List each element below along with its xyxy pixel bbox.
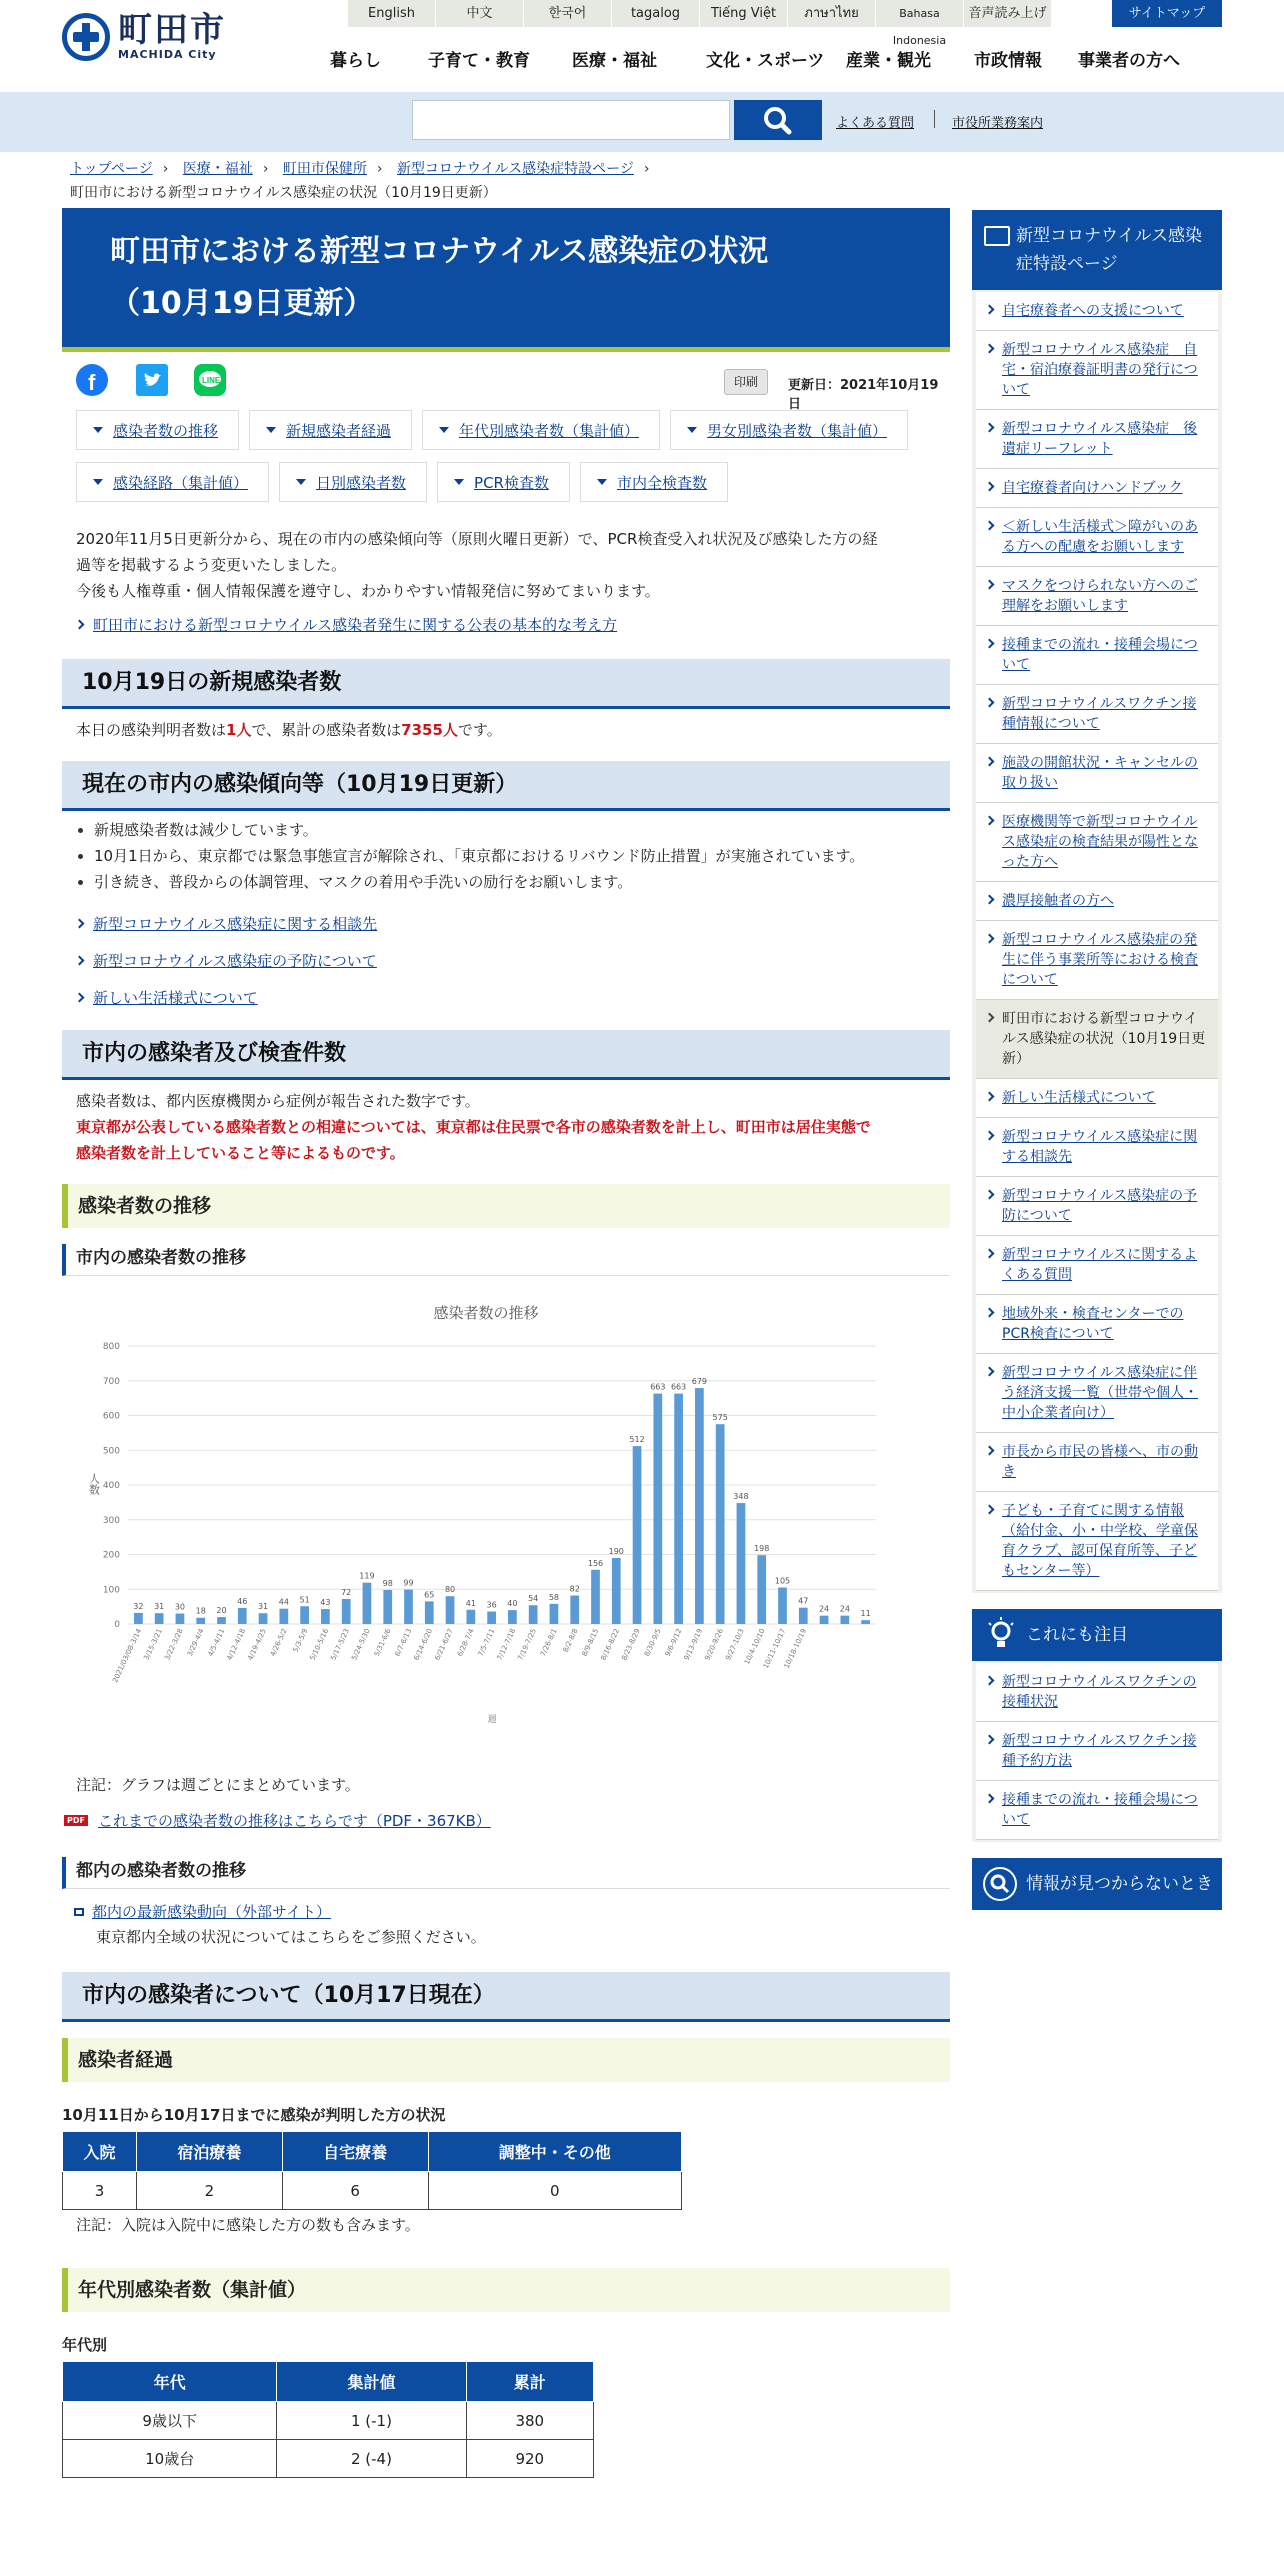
bar xyxy=(757,1555,766,1624)
x-tick-label: 9/6-9/12 xyxy=(663,1627,684,1658)
triangle-down-icon xyxy=(439,427,449,433)
featured-heading: これにも注目 xyxy=(972,1609,1222,1661)
pdf-icon: PDF xyxy=(64,1815,88,1826)
sidebar-item[interactable]: 子ども・子育てに関する情報（給付金、小・中学校、学童保育クラブ、認可保育所等、子どもセンター等） xyxy=(976,1492,1218,1591)
trend-heading: 現在の市内の感染傾向等（10月19日更新） xyxy=(62,761,950,811)
bar xyxy=(363,1583,372,1624)
lang-tagalog[interactable]: tagalog xyxy=(612,0,700,27)
sidebar-item[interactable]: 新型コロナウイルス感染症の予防について xyxy=(976,1177,1218,1236)
bar xyxy=(466,1610,475,1624)
gnav-city-info[interactable]: 市政情報 xyxy=(974,51,1042,71)
data-label: 24 xyxy=(839,1604,850,1614)
chevron-right-icon xyxy=(75,993,85,1003)
search-button[interactable] xyxy=(734,100,822,140)
global-nav xyxy=(310,46,1192,71)
x-tick-label: 8/2-8/8 xyxy=(561,1627,580,1654)
data-label: 98 xyxy=(382,1578,393,1588)
data-label: 663 xyxy=(650,1382,666,1392)
chevron-right-icon xyxy=(75,620,85,630)
cases-trend-h3: 感染者数の推移 xyxy=(62,1184,950,1228)
search-icon xyxy=(734,100,822,140)
tab-by-gender[interactable]: 男女別感染者数（集計値） xyxy=(670,410,908,450)
x-tick-label: 4/12-4/18 xyxy=(225,1627,248,1662)
x-tick-label: 5/17-5/23 xyxy=(329,1627,351,1662)
data-label: 40 xyxy=(507,1599,518,1609)
bar xyxy=(695,1388,704,1624)
data-label: 156 xyxy=(587,1558,604,1568)
site-name-en: MACHIDA City xyxy=(118,48,217,61)
city-cases-h4: 市内の感染者数の推移 xyxy=(62,1244,950,1276)
bar xyxy=(674,1394,683,1624)
updated-date: 更新日：2021年10月19日 xyxy=(788,378,939,412)
pdf-link[interactable]: PDF これまでの感染者数の推移はこちらです（PDF・367KB） xyxy=(64,1810,950,1831)
data-label: 190 xyxy=(608,1546,624,1556)
x-tick-label: 7/12-7/18 xyxy=(495,1627,518,1662)
triangle-down-icon xyxy=(93,427,103,433)
tab-trend[interactable]: 感染者数の推移 xyxy=(76,410,239,450)
featured-list xyxy=(972,1661,1222,1842)
bar xyxy=(570,1596,579,1624)
sidebar-item[interactable]: 自宅療養者への支援について xyxy=(976,292,1218,331)
x-tick-label: 5/31-6/6 xyxy=(372,1627,393,1658)
lang-english[interactable]: English xyxy=(348,0,436,27)
bar xyxy=(279,1609,288,1624)
data-label: 31 xyxy=(257,1602,269,1612)
bar xyxy=(155,1613,164,1624)
header xyxy=(0,0,1284,92)
trend-list xyxy=(62,817,950,895)
bar xyxy=(550,1604,559,1624)
breadcrumb-current: 町田市における新型コロナウイルス感染症の状況（10月19日更新） xyxy=(70,185,497,201)
tokyo-link[interactable]: 都内の最新感染動向（外部サイト） xyxy=(74,1901,950,1922)
y-tick-label: 400 xyxy=(102,1481,120,1491)
age-h3: 年代別感染者数（集計値） xyxy=(62,2268,950,2312)
data-label: 47 xyxy=(798,1596,809,1606)
y-tick-label: 200 xyxy=(102,1550,120,1561)
x-tick-label: 8/9-8/15 xyxy=(580,1627,601,1658)
bar xyxy=(259,1613,268,1624)
bar xyxy=(591,1570,600,1624)
tab-by-age[interactable]: 年代別感染者数（集計値） xyxy=(422,410,660,450)
language-bar xyxy=(348,0,1052,47)
data-label: 36 xyxy=(486,1600,497,1610)
lightbulb-icon xyxy=(986,1617,1016,1653)
x-tick-label: 4/26-5/2 xyxy=(268,1627,289,1658)
faq-link[interactable]: よくある質問 xyxy=(836,116,915,131)
tab-daily[interactable]: 日別感染者数 xyxy=(279,462,427,502)
bar xyxy=(196,1618,205,1624)
gnav-business[interactable]: 事業者の方へ xyxy=(1078,51,1180,71)
page-title: 町田市における新型コロナウイルス感染症の状況 （10月19日更新） xyxy=(110,234,769,321)
new-lifestyle-link[interactable]: 新しい生活様式について xyxy=(76,987,950,1008)
table-row: 9歳以下 1 (-1) 380 xyxy=(63,2402,594,2440)
bar xyxy=(529,1605,538,1624)
svg-text:f: f xyxy=(88,370,96,395)
bar xyxy=(425,1601,434,1624)
x-tick-label: 9/20-9/26 xyxy=(703,1627,725,1662)
gnav-living[interactable]: 暮らし xyxy=(330,51,381,71)
data-label: 51 xyxy=(299,1595,310,1605)
sidebar-item[interactable]: 濃厚接触者の方へ xyxy=(976,882,1218,921)
page-title-box xyxy=(62,208,950,352)
bar xyxy=(300,1606,309,1624)
cases-red-note-1: 東京都が公表している感染者数との相違については、東京都は住民票で各市の感染者数を計上し、町田市は居住実態で xyxy=(76,1118,871,1136)
x-tick-label: 8/16-8/22 xyxy=(599,1627,622,1662)
x-tick-label: 3/15-3/21 xyxy=(142,1627,164,1662)
consult-link[interactable]: 新型コロナウイルス感染症に関する相談先 xyxy=(76,913,950,934)
y-axis-label: 人数 xyxy=(87,1473,101,1495)
cases-chart-svg xyxy=(76,1294,896,1764)
x-tick-label: 8/30-9/5 xyxy=(642,1627,663,1658)
search-input[interactable] xyxy=(412,100,730,140)
tokyo-note: 東京都内全域の状況についてはこちらをご参照ください。 xyxy=(96,1928,486,1946)
bar xyxy=(342,1599,351,1624)
y-tick-label: 700 xyxy=(102,1376,120,1387)
x-tick-label: 6/21-6/27 xyxy=(433,1627,455,1662)
data-label: 44 xyxy=(278,1597,289,1607)
data-label: 99 xyxy=(403,1578,414,1588)
data-label: 679 xyxy=(691,1377,708,1387)
status-note: 注記：入院は入院中に感染した方の数も含みます。 xyxy=(76,2216,420,2234)
triangle-down-icon xyxy=(454,479,464,485)
table-cell: 0 xyxy=(428,2172,681,2210)
cases-heading: 市内の感染者及び検査件数 xyxy=(62,1030,950,1080)
x-tick-label: 5/10-5/16 xyxy=(308,1627,331,1662)
basic-policy-link[interactable]: 町田市における新型コロナウイルス感染者発生に関する公表の基本的な考え方 xyxy=(76,614,950,635)
x-tick-label: 10/11-10/17 xyxy=(761,1627,788,1670)
sidebar-item[interactable]: 地域外来・検査センターでのPCR検査について xyxy=(976,1295,1218,1354)
data-label: 575 xyxy=(712,1413,728,1423)
trend-item: 10月1日から、東京都では緊急事態宣言が解除され、「東京都におけるリバウンド防止措置」が実施されています。 xyxy=(76,843,950,869)
tab-progress[interactable]: 新規感染者経過 xyxy=(249,410,412,450)
cases-red-note-2: 感染者数を計上していること等によるものです。 xyxy=(76,1144,405,1162)
bar xyxy=(446,1596,455,1624)
bar xyxy=(176,1614,185,1624)
external-link-icon xyxy=(74,1908,84,1916)
bar xyxy=(820,1616,829,1624)
cases-chart xyxy=(76,1294,896,1764)
tab-route[interactable]: 感染経路（集計値） xyxy=(76,462,269,502)
chart-note: 注記：グラフは週ごとにまとめています。 xyxy=(76,1776,360,1794)
sidebar xyxy=(972,210,1222,1946)
x-tick-label: 7/26-8/1 xyxy=(539,1627,559,1658)
sidebar-item[interactable]: 新型コロナウイルス感染症に伴う経済支援一覧（世帯や個人・中小企業者向け） xyxy=(976,1354,1218,1433)
data-label: 11 xyxy=(860,1609,871,1619)
sidebar-item[interactable]: 町田市における新型コロナウイルス感染症の状況（10月19日更新） xyxy=(976,1000,1218,1079)
breadcrumb-health-center[interactable]: 町田市保健所 xyxy=(282,161,367,177)
bar xyxy=(487,1611,496,1624)
status-caption: 10月11日から10月17日までに感染が判明した方の状況 xyxy=(62,2106,446,2124)
x-axis-label: 週 xyxy=(487,1715,497,1725)
intro-text: 2020年11月5日更新分から、現在の市内の感染傾向等（原則火曜日更新）で、PCR検査受入れ状況及び感染した方の経 過等を掲載するよう変更いたしました。 今後も人権尊重・個人情報保護を遵守し、わかりやすい情報発信に努めてまいります。 xyxy=(76,530,878,600)
table-cell: 6 xyxy=(282,2172,428,2210)
bar xyxy=(778,1588,787,1624)
sidebar-item[interactable]: 市長から市民の皆様へ、市の動き xyxy=(976,1433,1218,1492)
lang-indonesian[interactable]: Bahasa Indonesia xyxy=(876,0,964,27)
data-label: 119 xyxy=(359,1571,375,1581)
search-band xyxy=(0,92,1284,152)
x-tick-label: 10/4-10/10 xyxy=(743,1627,767,1666)
print-button[interactable]: 印刷 xyxy=(724,369,768,395)
data-label: 512 xyxy=(629,1435,645,1445)
data-label: 20 xyxy=(216,1606,227,1616)
y-tick-label: 100 xyxy=(102,1585,120,1596)
main-content xyxy=(62,208,950,2478)
city-emblem-icon xyxy=(62,13,110,61)
trend-item: 引き続き、普段からの体調管理、マスクの着用や手洗いの励行をお願いします。 xyxy=(76,869,950,895)
tab-pcr[interactable]: PCR検査数 xyxy=(437,462,570,502)
gnav-industry[interactable]: 産業・観光 xyxy=(846,51,931,71)
data-label: 348 xyxy=(733,1492,749,1502)
data-label: 18 xyxy=(195,1606,206,1616)
x-tick-label: 9/27-10/3 xyxy=(724,1627,746,1662)
data-label: 80 xyxy=(444,1585,456,1595)
data-label: 31 xyxy=(154,1602,165,1612)
breadcrumb: トップページ › 医療・福祉 › 町田市保健所 › 新型コロナウイルス感染症特設ページ › xyxy=(70,161,650,177)
status-h3: 感染者経過 xyxy=(62,2038,950,2082)
new-cases-text: 本日の感染判明者数は1人で、累計の感染者数は7355人です。 xyxy=(76,721,502,739)
chevron-right-icon xyxy=(75,919,85,929)
lang-korean[interactable]: 한국어 xyxy=(524,0,612,27)
sidebar-list xyxy=(972,290,1222,1593)
x-tick-label: 5/3-5/9 xyxy=(291,1627,310,1654)
gnav-culture[interactable]: 文化・スポーツ xyxy=(706,51,825,71)
data-label: 46 xyxy=(237,1597,248,1607)
chevron-right-icon xyxy=(75,956,85,966)
triangle-down-icon xyxy=(93,479,103,485)
table-cell: 2 xyxy=(137,2172,283,2210)
x-tick-label: 9/13-9/19 xyxy=(682,1627,705,1662)
tab-all-tests[interactable]: 市内全検査数 xyxy=(580,462,728,502)
bar xyxy=(612,1558,621,1624)
sidebar-item[interactable]: 施設の開館状況・キャンセルの取り扱い xyxy=(976,744,1218,803)
y-tick-label: 500 xyxy=(102,1446,120,1457)
bar xyxy=(799,1608,808,1624)
status-table: 入院 宿泊療養 自宅療養 調整中・その他 3 2 6 0 xyxy=(62,2131,682,2210)
sitemap-button[interactable]: サイトマップ xyxy=(1112,0,1222,27)
data-label: 663 xyxy=(670,1382,687,1392)
age-table: 年代 集計値 累計 9歳以下 1 (-1) 380 10歳台 2 (-4) 920 xyxy=(62,2361,594,2478)
facebook-icon[interactable] xyxy=(76,364,108,396)
trend-item: 新規感染者数は減少しています。 xyxy=(76,817,950,843)
bar xyxy=(238,1608,247,1624)
breadcrumb-medical[interactable]: 医療・福祉 xyxy=(182,161,253,177)
data-label: 30 xyxy=(174,1602,186,1612)
data-label: 198 xyxy=(754,1544,770,1554)
breadcrumb-top[interactable]: トップページ xyxy=(70,161,153,177)
triangle-down-icon xyxy=(597,479,607,485)
bar xyxy=(404,1590,413,1624)
y-tick-label: 800 xyxy=(102,1342,120,1352)
data-label: 65 xyxy=(424,1590,435,1600)
lang-vietnamese[interactable]: Tiếng Việt xyxy=(700,0,788,27)
table-cell: 3 xyxy=(63,2172,137,2210)
data-label: 82 xyxy=(569,1584,580,1594)
featured-item[interactable]: 接種までの流れ・接種会場について xyxy=(976,1781,1218,1840)
x-tick-label: 10/18-10/19 xyxy=(782,1627,809,1670)
divider xyxy=(934,110,935,128)
bar xyxy=(716,1424,725,1624)
sidebar-item[interactable]: マスクをつけられない方へのご理解をお願いします xyxy=(976,567,1218,626)
bar xyxy=(217,1617,226,1624)
bar xyxy=(633,1446,642,1624)
triangle-down-icon xyxy=(296,479,306,485)
y-tick-label: 300 xyxy=(102,1515,120,1526)
share-bar xyxy=(62,352,950,410)
y-tick-label: 0 xyxy=(114,1620,120,1630)
status-heading: 市内の感染者について（10月17日現在） xyxy=(62,1972,950,2022)
bar xyxy=(383,1590,392,1624)
data-label: 72 xyxy=(341,1587,352,1597)
folder-icon xyxy=(984,226,1010,246)
x-tick-label: 4/5-4/11 xyxy=(206,1627,227,1658)
sidebar-item[interactable]: 新型コロナウイルスワクチン接種情報について xyxy=(976,685,1218,744)
sidebar-item[interactable]: 新型コロナウイルス感染症 後遺症リーフレット xyxy=(976,410,1218,469)
svg-text:LINE: LINE xyxy=(202,376,221,385)
lang-thai[interactable]: ภาษาไทย xyxy=(788,0,876,27)
chart-title: 感染者数の推移 xyxy=(433,1304,539,1322)
bar xyxy=(321,1609,330,1624)
featured-item[interactable]: 新型コロナウイルスワクチン接種予約方法 xyxy=(976,1722,1218,1781)
data-label: 58 xyxy=(548,1592,560,1602)
bar xyxy=(653,1394,662,1624)
anchor-tabs xyxy=(62,410,950,514)
data-label: 54 xyxy=(528,1594,539,1604)
bar xyxy=(134,1613,143,1624)
bar xyxy=(737,1503,746,1624)
x-tick-label: 5/24-5/30 xyxy=(350,1627,372,1662)
data-label: 105 xyxy=(774,1576,791,1586)
sidebar-item[interactable]: 新型コロナウイルス感染症に関する相談先 xyxy=(976,1118,1218,1177)
help-button[interactable]: 情報が見つからないときは xyxy=(972,1858,1222,1910)
sidebar-item[interactable]: 自宅療養者向けハンドブック xyxy=(976,469,1218,508)
new-cases-heading: 10月19日の新規感染者数 xyxy=(62,659,950,709)
prevention-link[interactable]: 新型コロナウイルス感染症の予防について xyxy=(76,950,950,971)
text-to-speech[interactable]: 音声読み上げ xyxy=(964,0,1052,27)
office-link[interactable]: 市役所業務案内 xyxy=(952,116,1044,131)
sidebar-item[interactable]: 新しい生活様式について xyxy=(976,1079,1218,1118)
x-tick-label: 7/5-7/11 xyxy=(476,1627,497,1658)
line-icon[interactable] xyxy=(194,364,226,396)
data-label: 43 xyxy=(320,1598,331,1608)
y-tick-label: 600 xyxy=(102,1411,120,1422)
data-label: 32 xyxy=(133,1601,144,1611)
site-logo[interactable] xyxy=(62,12,226,61)
x-tick-label: 3/29-4/4 xyxy=(185,1627,206,1658)
gnav-medical[interactable]: 医療・福祉 xyxy=(572,51,657,71)
x-tick-label: 8/23-8/29 xyxy=(620,1627,642,1662)
gnav-childcare[interactable]: 子育て・教育 xyxy=(428,51,530,71)
x-tick-label: 7/19-7/25 xyxy=(516,1627,538,1662)
data-label: 24 xyxy=(818,1604,830,1614)
featured-item[interactable]: 新型コロナウイルスワクチンの接種状況 xyxy=(976,1663,1218,1722)
sidebar-heading[interactable]: 新型コロナウイルス感染症特設ページ xyxy=(972,210,1222,290)
x-tick-label: 4/19-4/25 xyxy=(246,1627,268,1662)
twitter-icon[interactable] xyxy=(136,364,168,396)
tokyo-cases-h4: 都内の感染者数の推移 xyxy=(62,1857,950,1889)
x-tick-label: 6/7-6/13 xyxy=(393,1627,414,1658)
sidebar-item[interactable]: ＜新しい生活様式＞障がいのある方への配慮をお願いします xyxy=(976,508,1218,567)
sidebar-item[interactable]: 接種までの流れ・接種会場について xyxy=(976,626,1218,685)
sidebar-item[interactable]: 新型コロナウイルス感染症の発生に伴う事業所等における検査について xyxy=(976,921,1218,1000)
x-tick-label: 6/28-7/4 xyxy=(455,1627,476,1658)
triangle-down-icon xyxy=(687,427,697,433)
x-tick-label: 3/22-3/28 xyxy=(163,1627,185,1662)
search-help-icon xyxy=(982,1866,1018,1902)
sidebar-item[interactable]: 医療機関等で新型コロナウイルス感染症の検査結果が陽性となった方へ xyxy=(976,803,1218,882)
cases-note: 感染者数は、都内医療機関から症例が報告された数字です。 xyxy=(76,1092,480,1110)
bar xyxy=(840,1616,849,1624)
bar xyxy=(861,1620,870,1624)
lang-chinese[interactable]: 中文 xyxy=(436,0,524,27)
data-label: 41 xyxy=(465,1598,476,1608)
triangle-down-icon xyxy=(266,427,276,433)
site-name: 町田市 xyxy=(118,10,226,50)
sidebar-item[interactable]: 新型コロナウイルス感染症 自宅・宿泊療養証明書の発行について xyxy=(976,331,1218,410)
breadcrumb-covid-page[interactable]: 新型コロナウイルス感染症特設ページ xyxy=(396,161,634,177)
x-tick-label: 6/14-6/20 xyxy=(412,1627,435,1662)
x-tick-label: 2021/03/08-3/14 xyxy=(111,1627,144,1684)
bar xyxy=(508,1610,517,1624)
sidebar-item[interactable]: 新型コロナウイルスに関するよくある質問 xyxy=(976,1236,1218,1295)
table-row: 10歳台 2 (-4) 920 xyxy=(63,2440,594,2478)
age-caption: 年代別 xyxy=(62,2336,108,2354)
